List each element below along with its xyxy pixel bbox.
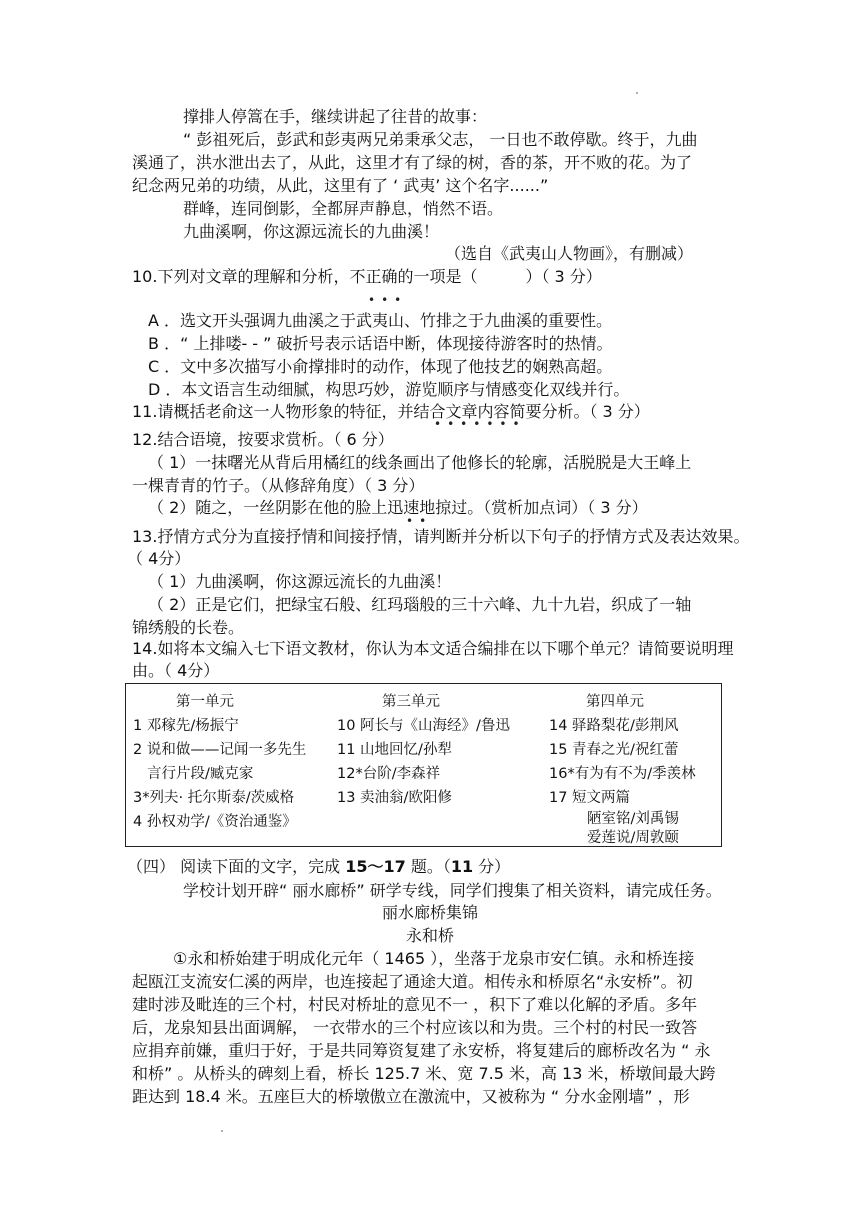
section-4-paragraph-line-1: ①永和桥始建于明成化元年（ 1465 ），坐落于龙泉市安仁镇。永和桥连接 (173, 949, 695, 968)
q13-sub1: （ 1）九曲溪啊，你这源远流长的九曲溪！ (148, 572, 452, 591)
story-source: （选自《武夷山人物画》，有删减） (445, 244, 694, 263)
unit-4-item: 17 短文两篇 (549, 790, 631, 806)
unit-1-item: 1 邓稼先/杨振宁 (133, 718, 239, 734)
section-4-heading: （四） 阅读下面的文字，完成 15～17 题。（11 分） (127, 857, 511, 876)
units-table (125, 683, 722, 847)
section-4-paragraph-line-4: 后，龙泉知县出面调解， 一衣带水的三个村应该以和为贵。三个村的村民一致答 (132, 1018, 698, 1037)
unit-3-item: 13 卖油翁/欧阳修 (337, 790, 452, 806)
q12-sub2: （ 2）随之，一丝阴影在他的脸上迅速地掠过。（赏析加点词）（ 3 分） (148, 498, 648, 517)
unit-4-item: 14 驿路梨花/彭荆风 (549, 718, 679, 734)
q12-stem: 12.结合语境，按要求赏析。（ 6 分） (132, 430, 394, 449)
section-4-paragraph-line-5: 应捐弃前嫌，重归于好，于是共同筹资复建了永安桥，将复建后的廊桥改名为 “ 永 (132, 1041, 711, 1060)
unit-3-title: 第三单元 (382, 694, 440, 710)
unit-1-item: 4 孙权劝学/《资治通鉴》 (133, 814, 297, 830)
section-4-title: 丽水廊桥集锦 (381, 903, 478, 922)
q10-option-a: A ．选文开头强调九曲溪之于武夷山、竹排之于九曲溪的重要性。 (148, 311, 613, 330)
q12-sub1-line-2: 一棵青青的竹子。（从修辞角度）（ 3 分） (132, 476, 425, 495)
q13-stem-line-2: （ 4分） (127, 549, 191, 568)
q12-emphasis-marks: •• (406, 514, 433, 528)
unit-3-item: 12*台阶/李森祥 (337, 766, 441, 782)
story-paragraph-2-line-3: 纪念两兄弟的功绩，从此，这里有了 ‘ 武夷’ 这个名字......” (132, 176, 549, 195)
unit-1-item: 2 说和做——记闻一多先生 (133, 742, 307, 758)
unit-4-item: 15 青春之光/祝红蕾 (549, 742, 679, 758)
q10-emphasis-marks: ••• (368, 293, 408, 307)
story-paragraph-2-line-2: 溪通了，洪水泄出去了，从此，这里才有了绿的树，香的茶，开不败的花。为了 (132, 153, 693, 172)
q14-stem-line-1: 14.如将本文编入七下语文教材，你认为本文适合编排在以下哪个单元？请简要说明理 (132, 639, 734, 658)
q13-stem-line-1: 13.抒情方式分为直接抒情和间接抒情，请判断并分析以下句子的抒情方式及表达效果。 (132, 527, 750, 546)
q10-option-b: B ．“ 上排喽- - ” 破折号表示话语中断，体现接待游客时的热情。 (148, 334, 613, 353)
unit-1-title: 第一单元 (176, 694, 234, 710)
unit-3-item: 10 阿长与《山海经》/鲁迅 (337, 718, 510, 734)
q12-sub1-line-1: （ 1）一抹曙光从背后用橘红的线条画出了他修长的轮廓，活脱脱是大王峰上 (148, 453, 692, 472)
story-paragraph-1: 撑排人停篙在手，继续讲起了往昔的故事： (183, 107, 488, 126)
section-4-paragraph-line-6: 和桥” 。从桥头的碑刻上看，桥长 125.7 米、宽 7.5 米，高 13 米，桥墩间最大跨 (132, 1064, 716, 1083)
q10-option-c: C ．文中多次描写小俞撑排时的动作，体现了他技艺的娴熟高超。 (148, 357, 613, 376)
unit-1-item: 3*列夫· 托尔斯泰/茨威格 (133, 790, 295, 806)
unit-4-item: 爱莲说/周敦颐 (587, 830, 679, 846)
scan-speck (636, 92, 638, 94)
section-4-paragraph-line-2: 起瓯江支流安仁溪的两岸，也连接起了通途大道。相传永和桥原名“永安桥”。初 (132, 972, 693, 991)
unit-1-item: 言行片段/臧克家 (147, 766, 254, 782)
section-4-subtitle: 永和桥 (405, 926, 454, 945)
scan-speck (221, 1130, 223, 1132)
story-paragraph-2-line-1: “ 彭祖死后，彭武和彭夷两兄弟秉承父志， 一日也不敢停歇。终于，九曲 (183, 130, 698, 149)
unit-4-item: 16*有为有不为/季羡林 (549, 766, 696, 782)
q10-stem: 10.下列对文章的理解和分析，不正确的一项是（ ）（ 3 分） (132, 267, 602, 286)
q13-sub2-line-2: 锦绣般的长卷。 (132, 618, 245, 637)
section-4-paragraph-line-7: 距达到 18.4 米。五座巨大的桥墩傲立在激流中，又被称为 “ 分水金刚墙” ，形 (132, 1087, 690, 1106)
unit-4-item: 陋室铭/刘禹锡 (587, 811, 679, 827)
q10-option-d: D ．本文语言生动细腻，构思巧妙，游览顺序与情感变化双线并行。 (148, 380, 630, 399)
unit-3-item: 11 山地回忆/孙犁 (337, 742, 452, 758)
section-4-intro: 学校计划开辟“ 丽水廊桥” 研学专线，同学们搜集了相关资料，请完成任务。 (183, 881, 722, 900)
story-paragraph-4: 九曲溪啊，你这源远流长的九曲溪！ (183, 222, 440, 241)
story-paragraph-3: 群峰，连同倒影，全都屏声静息，悄然不语。 (183, 199, 504, 218)
q11-emphasis-marks: ••••••• (434, 417, 526, 431)
section-4-paragraph-line-3: 建时涉及毗连的三个村，村民对桥址的意见不一 ，积下了难以化解的矛盾。多年 (132, 995, 698, 1014)
q14-stem-line-2: 由。（ 4分） (132, 661, 220, 680)
q11-stem: 11.请概括老俞这一人物形象的特征，并结合文章内容简要分析。（ 3 分） (132, 402, 650, 421)
q13-sub2-line-1: （ 2）正是它们，把绿宝石般、红玛瑙般的三十六峰、九十九岩，织成了一轴 (148, 595, 692, 614)
unit-4-title: 第四单元 (586, 694, 644, 710)
